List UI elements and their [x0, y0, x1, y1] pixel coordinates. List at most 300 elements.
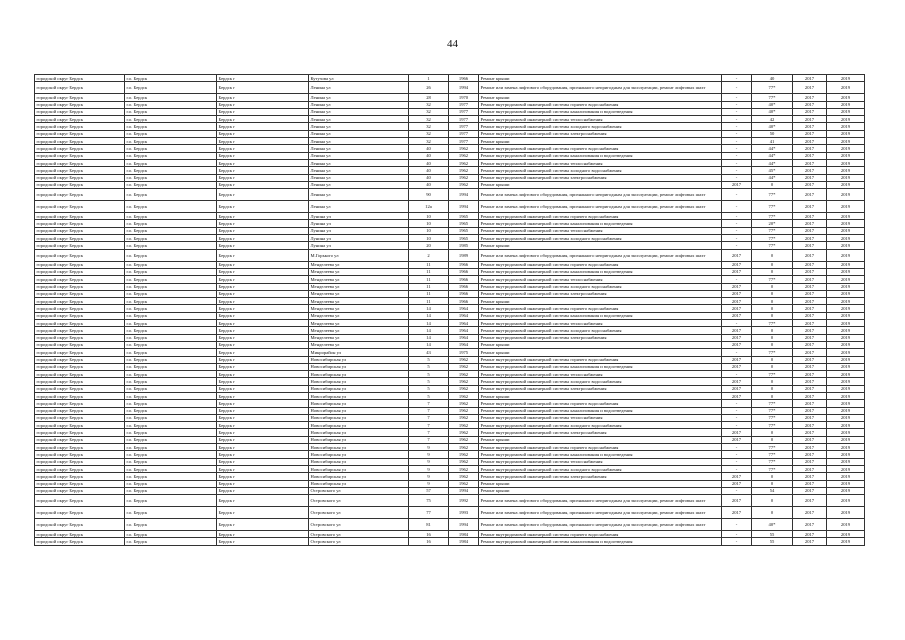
- house-number-cell: 16: [409, 531, 449, 538]
- municipality-cell: городской округ Бердск: [35, 268, 125, 275]
- completed-year-cell: -: [722, 400, 752, 407]
- period-start-cell: 2017: [793, 283, 827, 290]
- work-type-cell: Ремонт внутридомовой инженерной системы горячего водоснабжения: [479, 101, 722, 108]
- house-number-cell: 2: [409, 249, 449, 261]
- street-cell: Ленина ул: [309, 94, 409, 101]
- locality-cell: Бердск г: [217, 519, 309, 531]
- settlement-cell: г.о. Бердск: [125, 138, 217, 145]
- work-type-cell: Ремонт внутридомовой инженерной системы электроснабжения: [479, 130, 722, 137]
- settlement-cell: г.о. Бердск: [125, 116, 217, 123]
- completed-year-cell: -: [722, 101, 752, 108]
- municipality-cell: городской округ Бердск: [35, 123, 125, 130]
- completed-year-cell: -: [722, 201, 752, 213]
- municipality-cell: городской округ Бердск: [35, 283, 125, 290]
- year-built-cell: 1962: [449, 363, 479, 370]
- locality-cell: Бердск г: [217, 378, 309, 385]
- completed-year-cell: 2017: [722, 249, 752, 261]
- locality-cell: Бердск г: [217, 538, 309, 545]
- municipality-cell: городской округ Бердск: [35, 189, 125, 201]
- street-cell: Ленина ул: [309, 181, 409, 188]
- work-type-cell: Ремонт или замена лифтового оборудования, признанного непригодным для эксплуатации, ремонт лифтовых шахт: [479, 507, 722, 519]
- value-cell: 50: [752, 130, 793, 137]
- house-number-cell: 7: [409, 400, 449, 407]
- period-end-cell: 2019: [827, 487, 865, 494]
- work-type-cell: Ремонт внутридомовой инженерной системы горячего водоснабжения: [479, 261, 722, 268]
- settlement-cell: г.о. Бердск: [125, 400, 217, 407]
- municipality-cell: городской округ Бердск: [35, 249, 125, 261]
- period-end-cell: 2019: [827, 268, 865, 275]
- period-start-cell: 2017: [793, 334, 827, 341]
- period-start-cell: 2017: [793, 422, 827, 429]
- completed-year-cell: -: [722, 519, 752, 531]
- settlement-cell: г.о. Бердск: [125, 495, 217, 507]
- completed-year-cell: 2017: [722, 429, 752, 436]
- street-cell: Менделеева ул: [309, 327, 409, 334]
- period-end-cell: 2019: [827, 465, 865, 472]
- year-built-cell: 1962: [449, 407, 479, 414]
- value-cell: 20*: [752, 220, 793, 227]
- settlement-cell: г.о. Бердск: [125, 298, 217, 305]
- table-row: [35, 507, 865, 519]
- locality-cell: Бердск г: [217, 349, 309, 356]
- settlement-cell: г.о. Бердск: [125, 167, 217, 174]
- period-start-cell: 2017: [793, 429, 827, 436]
- work-type-cell: Ремонт внутридомовой инженерной системы теплоснабжения: [479, 414, 722, 421]
- street-cell: М.Горького ул: [309, 249, 409, 261]
- completed-year-cell: 2017: [722, 268, 752, 275]
- municipality-cell: городской округ Бердск: [35, 407, 125, 414]
- value-cell: 0: [752, 385, 793, 392]
- locality-cell: Бердск г: [217, 75, 309, 82]
- value-cell: 77*: [752, 94, 793, 101]
- period-end-cell: 2019: [827, 220, 865, 227]
- locality-cell: Бердск г: [217, 444, 309, 451]
- locality-cell: Бердск г: [217, 138, 309, 145]
- house-number-cell: 9: [409, 451, 449, 458]
- municipality-cell: городской округ Бердск: [35, 531, 125, 538]
- period-start-cell: 2017: [793, 235, 827, 242]
- work-type-cell: Ремонт крыши: [479, 480, 722, 487]
- locality-cell: Бердск г: [217, 531, 309, 538]
- work-type-cell: Ремонт внутридомовой инженерной системы теплоснабжения: [479, 371, 722, 378]
- period-end-cell: 2019: [827, 334, 865, 341]
- year-built-cell: 1989: [449, 249, 479, 261]
- settlement-cell: г.о. Бердск: [125, 305, 217, 312]
- completed-year-cell: -: [722, 465, 752, 472]
- work-type-cell: Ремонт крыши: [479, 298, 722, 305]
- work-type-cell: Ремонт внутридомовой инженерной системы горячего водоснабжения: [479, 305, 722, 312]
- period-end-cell: 2019: [827, 167, 865, 174]
- table-row: [35, 94, 865, 101]
- period-end-cell: 2019: [827, 290, 865, 297]
- year-built-cell: 1977: [449, 130, 479, 137]
- street-cell: Новосибирская ул: [309, 385, 409, 392]
- period-start-cell: 2017: [793, 213, 827, 220]
- completed-year-cell: -: [722, 227, 752, 234]
- work-type-cell: Ремонт внутридомовой инженерной системы теплоснабжения: [479, 159, 722, 166]
- table-row: [35, 174, 865, 181]
- value-cell: 77*: [752, 458, 793, 465]
- work-type-cell: Ремонт внутридомовой инженерной системы горячего водоснабжения: [479, 356, 722, 363]
- work-type-cell: Ремонт внутридомовой инженерной системы канализования и водоотведения: [479, 538, 722, 545]
- table-row: [35, 531, 865, 538]
- period-end-cell: 2019: [827, 444, 865, 451]
- period-start-cell: 2017: [793, 290, 827, 297]
- period-end-cell: 2019: [827, 407, 865, 414]
- work-type-cell: Ремонт внутридомовой инженерной системы канализования и водоотведения: [479, 108, 722, 115]
- completed-year-cell: 2017: [722, 363, 752, 370]
- table-row: [35, 320, 865, 327]
- table-row: [35, 480, 865, 487]
- table-row: [35, 349, 865, 356]
- locality-cell: Бердск г: [217, 249, 309, 261]
- street-cell: Новосибирская ул: [309, 480, 409, 487]
- period-end-cell: 2019: [827, 276, 865, 283]
- period-end-cell: 2019: [827, 422, 865, 429]
- work-type-cell: Ремонт внутридомовой инженерной системы горячего водоснабжения: [479, 400, 722, 407]
- year-built-cell: 1992: [449, 495, 479, 507]
- table-row: [35, 385, 865, 392]
- municipality-cell: городской округ Бердск: [35, 152, 125, 159]
- street-cell: Ленина ул: [309, 82, 409, 94]
- table-row: [35, 458, 865, 465]
- house-number-cell: 5: [409, 392, 449, 399]
- work-type-cell: Ремонт крыши: [479, 242, 722, 249]
- house-number-cell: 16: [409, 538, 449, 545]
- table-row: [35, 220, 865, 227]
- period-end-cell: 2019: [827, 320, 865, 327]
- municipality-cell: городской округ Бердск: [35, 181, 125, 188]
- house-number-cell: 11: [409, 268, 449, 275]
- year-built-cell: 1977: [449, 108, 479, 115]
- completed-year-cell: 2017: [722, 327, 752, 334]
- period-end-cell: 2019: [827, 116, 865, 123]
- street-cell: Лунина ул: [309, 220, 409, 227]
- settlement-cell: г.о. Бердск: [125, 220, 217, 227]
- completed-year-cell: -: [722, 130, 752, 137]
- house-number-cell: 75: [409, 495, 449, 507]
- period-start-cell: 2017: [793, 101, 827, 108]
- street-cell: Лунина ул: [309, 227, 409, 234]
- locality-cell: Бердск г: [217, 159, 309, 166]
- year-built-cell: 1962: [449, 451, 479, 458]
- settlement-cell: г.о. Бердск: [125, 480, 217, 487]
- year-built-cell: 1962: [449, 436, 479, 443]
- table-row: [35, 341, 865, 348]
- value-cell: 44*: [752, 145, 793, 152]
- house-number-cell: 14: [409, 334, 449, 341]
- period-start-cell: 2017: [793, 531, 827, 538]
- period-start-cell: 2017: [793, 407, 827, 414]
- period-start-cell: 2017: [793, 123, 827, 130]
- value-cell: 77*: [752, 451, 793, 458]
- street-cell: Новосибирская ул: [309, 436, 409, 443]
- house-number-cell: 90: [409, 189, 449, 201]
- year-built-cell: 1994: [449, 82, 479, 94]
- locality-cell: Бердск г: [217, 400, 309, 407]
- value-cell: 44*: [752, 174, 793, 181]
- period-start-cell: 2017: [793, 385, 827, 392]
- period-end-cell: 2019: [827, 123, 865, 130]
- work-type-cell: Ремонт внутридомовой инженерной системы электроснабжения: [479, 174, 722, 181]
- settlement-cell: г.о. Бердск: [125, 227, 217, 234]
- table-row: [35, 487, 865, 494]
- street-cell: Менделеева ул: [309, 276, 409, 283]
- house-number-cell: 32: [409, 108, 449, 115]
- locality-cell: Бердск г: [217, 227, 309, 234]
- year-built-cell: 1964: [449, 334, 479, 341]
- house-number-cell: 26: [409, 82, 449, 94]
- street-cell: Ленина ул: [309, 152, 409, 159]
- settlement-cell: г.о. Бердск: [125, 123, 217, 130]
- work-type-cell: Ремонт внутридомовой инженерной системы электроснабжения: [479, 385, 722, 392]
- table-row: [35, 327, 865, 334]
- street-cell: Островского ул: [309, 519, 409, 531]
- completed-year-cell: -: [722, 82, 752, 94]
- locality-cell: Бердск г: [217, 235, 309, 242]
- period-end-cell: 2019: [827, 298, 865, 305]
- street-cell: Островского ул: [309, 538, 409, 545]
- year-built-cell: 1966: [449, 75, 479, 82]
- completed-year-cell: 2017: [722, 392, 752, 399]
- period-end-cell: 2019: [827, 201, 865, 213]
- locality-cell: Бердск г: [217, 507, 309, 519]
- value-cell: 77*: [752, 227, 793, 234]
- settlement-cell: г.о. Бердск: [125, 356, 217, 363]
- municipality-cell: городской округ Бердск: [35, 108, 125, 115]
- work-type-cell: Ремонт внутридомовой инженерной системы канализования и водоотведения: [479, 268, 722, 275]
- period-end-cell: 2019: [827, 145, 865, 152]
- period-end-cell: 2019: [827, 213, 865, 220]
- municipality-cell: городской округ Бердск: [35, 371, 125, 378]
- street-cell: Ленина ул: [309, 174, 409, 181]
- municipality-cell: городской округ Бердск: [35, 519, 125, 531]
- period-start-cell: 2017: [793, 249, 827, 261]
- municipality-cell: городской округ Бердск: [35, 495, 125, 507]
- locality-cell: Бердск г: [217, 130, 309, 137]
- completed-year-cell: -: [722, 116, 752, 123]
- settlement-cell: г.о. Бердск: [125, 75, 217, 82]
- year-built-cell: 1966: [449, 283, 479, 290]
- settlement-cell: г.о. Бердск: [125, 189, 217, 201]
- table-row: [35, 392, 865, 399]
- settlement-cell: г.о. Бердск: [125, 538, 217, 545]
- work-type-cell: Ремонт внутридомовой инженерной системы электроснабжения: [479, 290, 722, 297]
- value-cell: 55: [752, 538, 793, 545]
- work-type-cell: Ремонт крыши: [479, 487, 722, 494]
- value-cell: 0: [752, 305, 793, 312]
- table-row: [35, 227, 865, 234]
- settlement-cell: г.о. Бердск: [125, 385, 217, 392]
- street-cell: Ленина ул: [309, 201, 409, 213]
- work-type-cell: Ремонт внутридомовой инженерной системы горячего водоснабжения: [479, 213, 722, 220]
- period-start-cell: 2017: [793, 159, 827, 166]
- work-type-cell: Ремонт внутридомовой инженерной системы холодного водоснабжения: [479, 327, 722, 334]
- work-type-cell: Ремонт внутридомовой инженерной системы электроснабжения: [479, 473, 722, 480]
- value-cell: 0: [752, 312, 793, 319]
- house-number-cell: 11: [409, 290, 449, 297]
- year-built-cell: 1962: [449, 371, 479, 378]
- settlement-cell: г.о. Бердск: [125, 94, 217, 101]
- street-cell: Островского ул: [309, 487, 409, 494]
- year-built-cell: 1962: [449, 167, 479, 174]
- period-end-cell: 2019: [827, 507, 865, 519]
- street-cell: Ленина ул: [309, 108, 409, 115]
- value-cell: 0: [752, 298, 793, 305]
- value-cell: 77*: [752, 201, 793, 213]
- settlement-cell: г.о. Бердск: [125, 268, 217, 275]
- table-row: [35, 213, 865, 220]
- value-cell: 0: [752, 436, 793, 443]
- year-built-cell: 1970: [449, 94, 479, 101]
- period-start-cell: 2017: [793, 298, 827, 305]
- table-row: [35, 378, 865, 385]
- year-built-cell: 1966: [449, 268, 479, 275]
- locality-cell: Бердск г: [217, 371, 309, 378]
- work-type-cell: Ремонт крыши: [479, 94, 722, 101]
- year-built-cell: 1962: [449, 385, 479, 392]
- locality-cell: Бердск г: [217, 213, 309, 220]
- period-end-cell: 2019: [827, 283, 865, 290]
- locality-cell: Бердск г: [217, 312, 309, 319]
- period-end-cell: 2019: [827, 451, 865, 458]
- house-number-cell: 32: [409, 123, 449, 130]
- value-cell: 40*: [752, 519, 793, 531]
- completed-year-cell: -: [722, 108, 752, 115]
- municipality-cell: городской округ Бердск: [35, 235, 125, 242]
- year-built-cell: 1962: [449, 400, 479, 407]
- settlement-cell: г.о. Бердск: [125, 130, 217, 137]
- locality-cell: Бердск г: [217, 94, 309, 101]
- work-type-cell: Ремонт или замена лифтового оборудования, признанного непригодным для эксплуатации, ремонт лифтовых шахт: [479, 249, 722, 261]
- municipality-cell: городской округ Бердск: [35, 451, 125, 458]
- work-type-cell: Ремонт внутридомовой инженерной системы горячего водоснабжения: [479, 531, 722, 538]
- work-type-cell: Ремонт крыши: [479, 181, 722, 188]
- house-number-cell: 9: [409, 480, 449, 487]
- table-row: [35, 356, 865, 363]
- municipality-cell: городской округ Бердск: [35, 130, 125, 137]
- value-cell: 55: [752, 531, 793, 538]
- period-start-cell: 2017: [793, 327, 827, 334]
- value-cell: 0: [752, 334, 793, 341]
- value-cell: 77*: [752, 400, 793, 407]
- house-number-cell: 10: [409, 213, 449, 220]
- municipality-cell: городской округ Бердск: [35, 276, 125, 283]
- locality-cell: Бердск г: [217, 392, 309, 399]
- settlement-cell: г.о. Бердск: [125, 213, 217, 220]
- house-number-cell: 11: [409, 276, 449, 283]
- locality-cell: Бердск г: [217, 201, 309, 213]
- period-end-cell: 2019: [827, 392, 865, 399]
- street-cell: Менделеева ул: [309, 261, 409, 268]
- settlement-cell: г.о. Бердск: [125, 519, 217, 531]
- street-cell: Новосибирская ул: [309, 429, 409, 436]
- year-built-cell: 1977: [449, 138, 479, 145]
- street-cell: Островского ул: [309, 531, 409, 538]
- locality-cell: Бердск г: [217, 320, 309, 327]
- settlement-cell: г.о. Бердск: [125, 451, 217, 458]
- street-cell: Микрорайон ул: [309, 349, 409, 356]
- period-end-cell: 2019: [827, 436, 865, 443]
- table-row: [35, 290, 865, 297]
- work-type-cell: Ремонт внутридомовой инженерной системы холодного водоснабжения: [479, 167, 722, 174]
- period-end-cell: 2019: [827, 429, 865, 436]
- table-row: [35, 312, 865, 319]
- table-row: [35, 167, 865, 174]
- period-end-cell: 2019: [827, 538, 865, 545]
- value-cell: 0: [752, 268, 793, 275]
- period-start-cell: 2017: [793, 130, 827, 137]
- locality-cell: Бердск г: [217, 189, 309, 201]
- period-start-cell: 2017: [793, 108, 827, 115]
- table-row: [35, 276, 865, 283]
- period-end-cell: 2019: [827, 75, 865, 82]
- settlement-cell: г.о. Бердск: [125, 473, 217, 480]
- municipality-cell: городской округ Бердск: [35, 174, 125, 181]
- house-number-cell: 5: [409, 356, 449, 363]
- house-number-cell: 10: [409, 220, 449, 227]
- table-row: [35, 101, 865, 108]
- completed-year-cell: 2017: [722, 181, 752, 188]
- value-cell: 0: [752, 261, 793, 268]
- value-cell: 0: [752, 290, 793, 297]
- period-end-cell: 2019: [827, 227, 865, 234]
- period-end-cell: 2019: [827, 138, 865, 145]
- work-type-cell: Ремонт крыши: [479, 75, 722, 82]
- locality-cell: Бердск г: [217, 341, 309, 348]
- year-built-cell: 1962: [449, 480, 479, 487]
- work-type-cell: Ремонт или замена лифтового оборудования, признанного непригодным для эксплуатации, ремонт лифтовых шахт: [479, 519, 722, 531]
- municipality-cell: городской округ Бердск: [35, 436, 125, 443]
- year-built-cell: 1965: [449, 235, 479, 242]
- period-start-cell: 2017: [793, 451, 827, 458]
- settlement-cell: г.о. Бердск: [125, 312, 217, 319]
- municipality-cell: городской округ Бердск: [35, 290, 125, 297]
- street-cell: Кутузова ул: [309, 75, 409, 82]
- completed-year-cell: -: [722, 242, 752, 249]
- locality-cell: Бердск г: [217, 407, 309, 414]
- settlement-cell: г.о. Бердск: [125, 363, 217, 370]
- completed-year-cell: 2017: [722, 341, 752, 348]
- period-start-cell: 2017: [793, 444, 827, 451]
- work-type-cell: Ремонт внутридомовой инженерной системы электроснабжения: [479, 429, 722, 436]
- value-cell: 40*: [752, 108, 793, 115]
- street-cell: Ленина ул: [309, 189, 409, 201]
- table-row: [35, 371, 865, 378]
- value-cell: 77*: [752, 276, 793, 283]
- value-cell: 77*: [752, 189, 793, 201]
- table-body: [35, 75, 865, 546]
- street-cell: Новосибирская ул: [309, 451, 409, 458]
- street-cell: Менделеева ул: [309, 283, 409, 290]
- completed-year-cell: -: [722, 531, 752, 538]
- house-number-cell: 14: [409, 341, 449, 348]
- period-end-cell: 2019: [827, 159, 865, 166]
- house-number-cell: 5: [409, 385, 449, 392]
- street-cell: Новосибирская ул: [309, 473, 409, 480]
- period-start-cell: 2017: [793, 507, 827, 519]
- period-end-cell: 2019: [827, 349, 865, 356]
- settlement-cell: г.о. Бердск: [125, 349, 217, 356]
- year-built-cell: 1966: [449, 290, 479, 297]
- locality-cell: Бердск г: [217, 480, 309, 487]
- table-row: [35, 201, 865, 213]
- value-cell: 0: [752, 507, 793, 519]
- period-start-cell: 2017: [793, 75, 827, 82]
- house-number-cell: 40: [409, 159, 449, 166]
- house-number-cell: 11: [409, 298, 449, 305]
- year-built-cell: 1962: [449, 473, 479, 480]
